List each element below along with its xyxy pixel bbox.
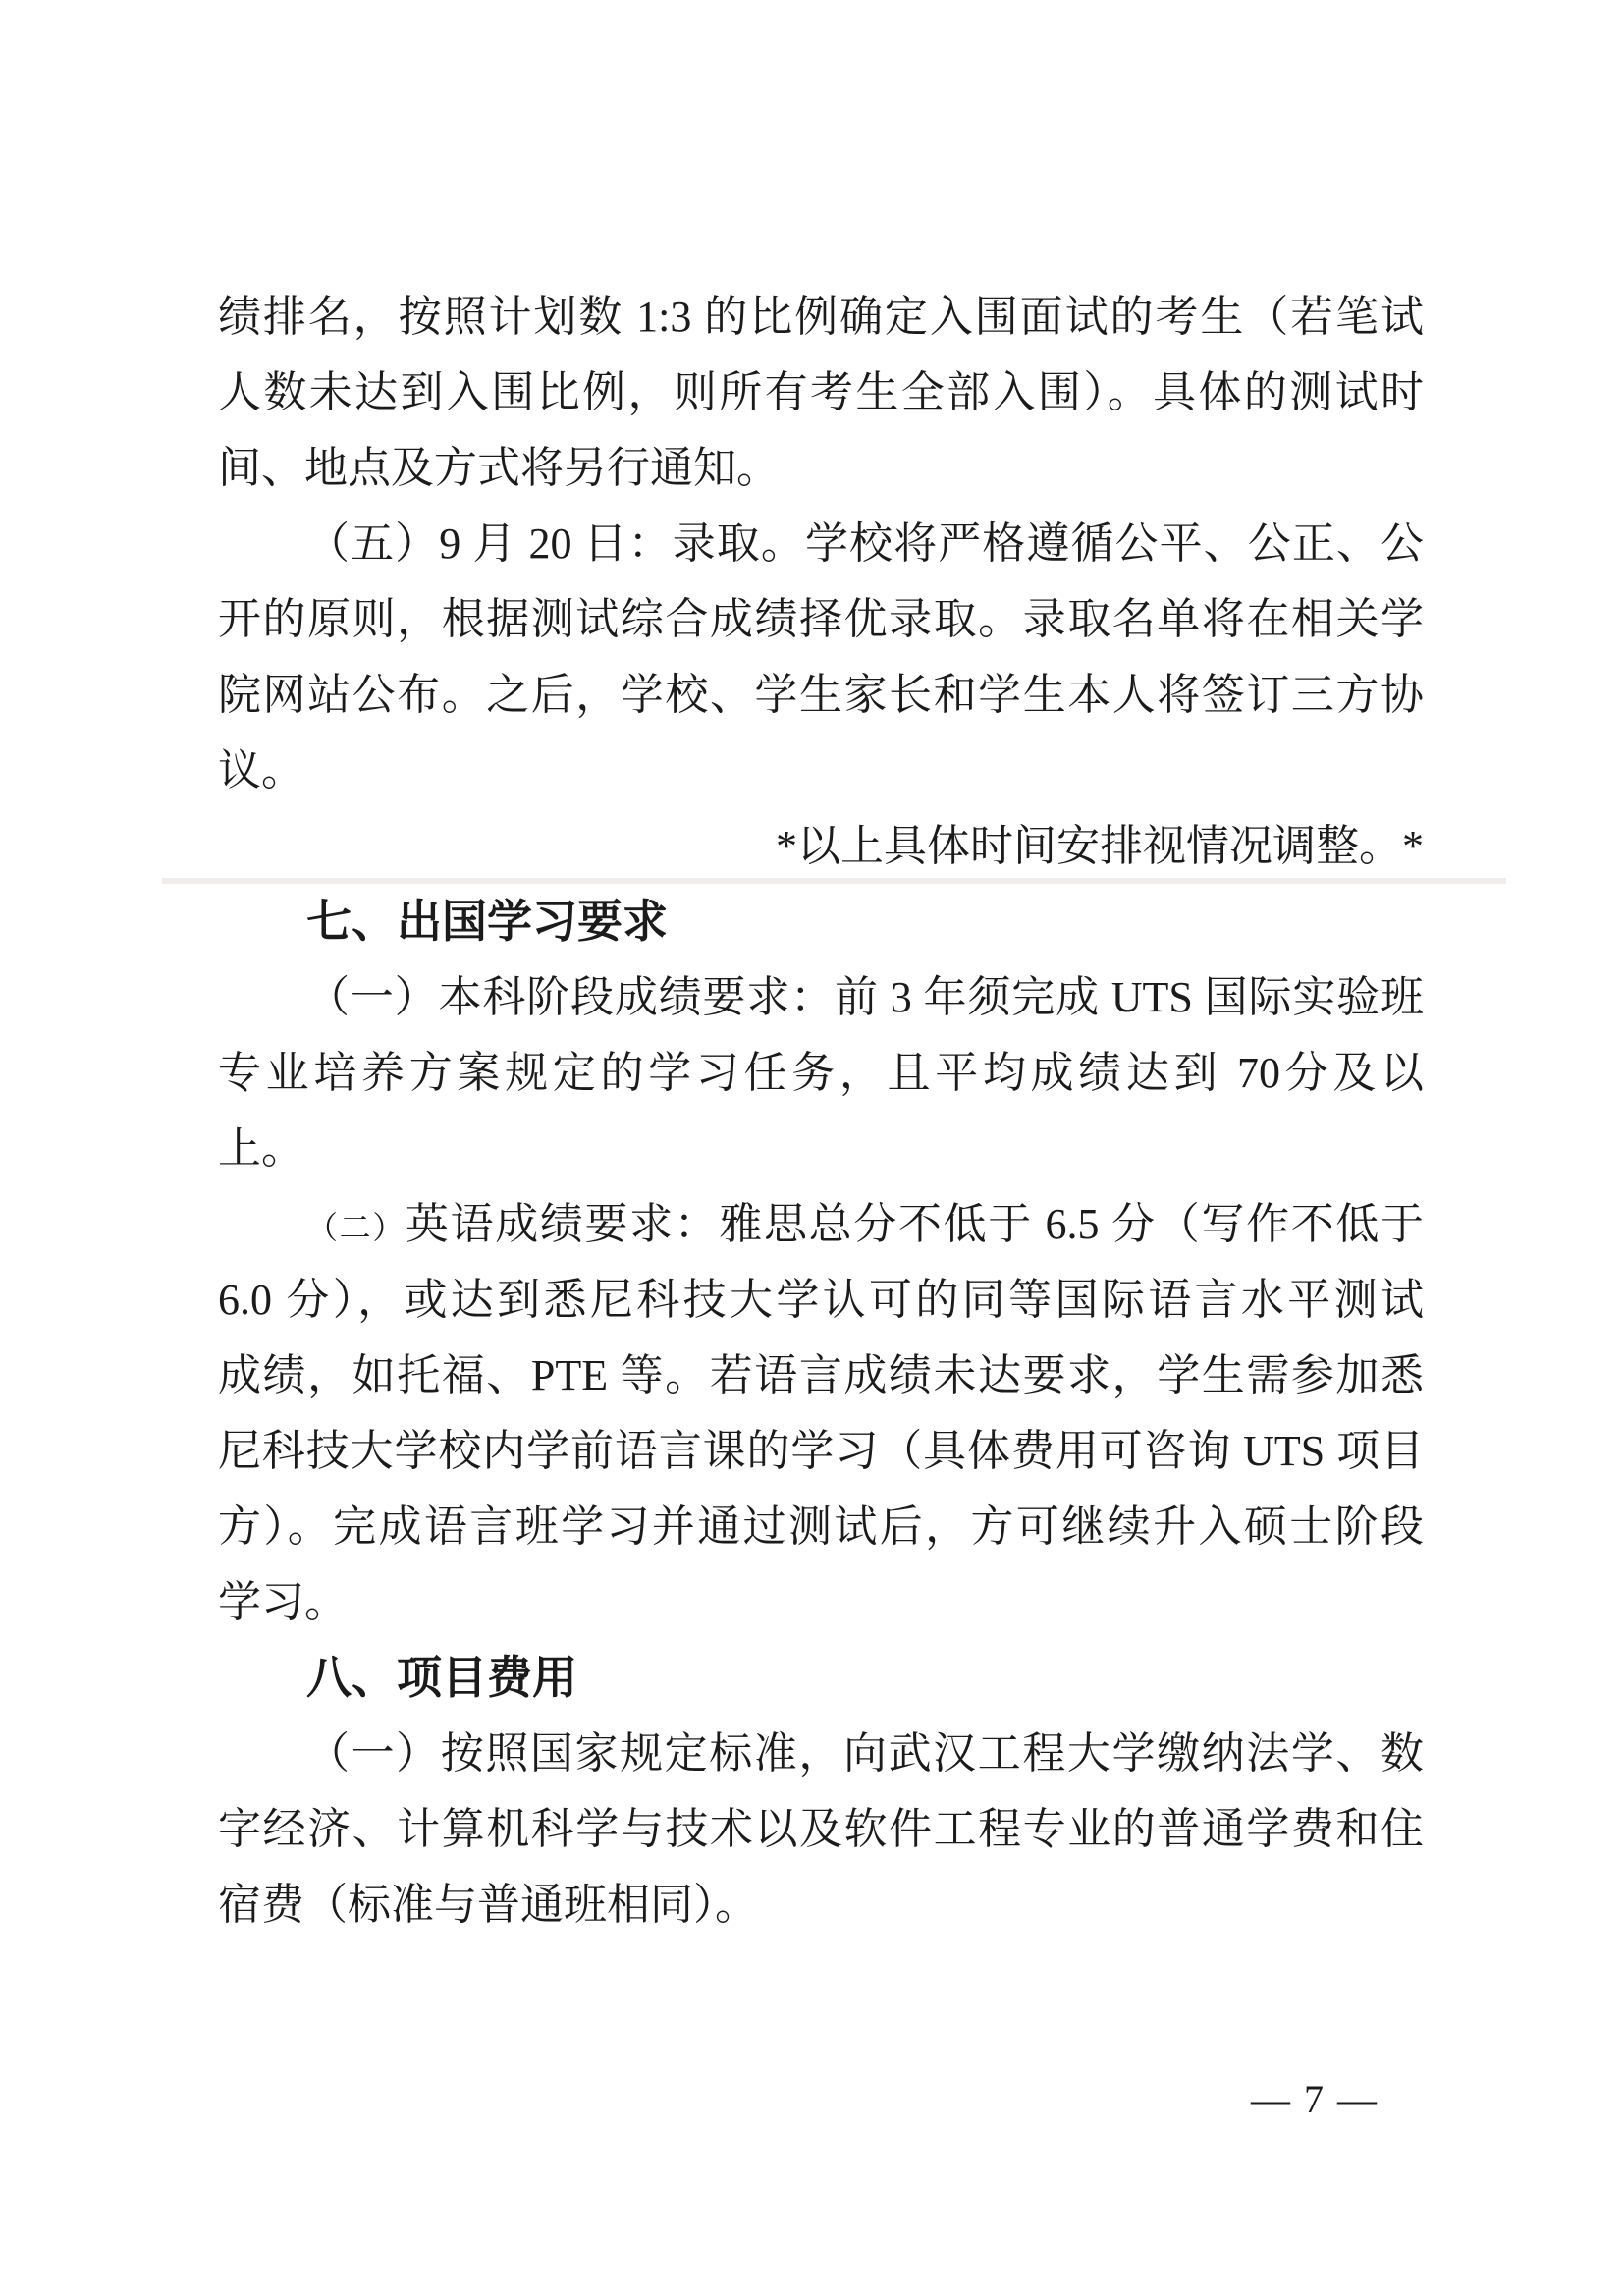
- page-number: — 7 —: [1251, 2077, 1379, 2121]
- text-line: 尼科技大学校内学前语言课的学习（具体费用可咨询 UTS 项目: [218, 1427, 1424, 1475]
- text-line: 专业培养方案规定的学习任务，且平均成绩达到 70分及以: [218, 1049, 1424, 1097]
- section-heading: 八、项目费用: [306, 1652, 577, 1703]
- text-line: （一）按照国家规定标准，向武汉工程大学缴纳法学、数: [306, 1729, 1424, 1777]
- text-line: 方）。完成语言班学习并通过测试后，方可继续升入硕士阶段: [218, 1503, 1424, 1551]
- text-line: 宿费（标准与普通班相同）。: [218, 1881, 758, 1929]
- text-line: 上。: [218, 1124, 304, 1173]
- document-body: [218, 279, 1424, 1942]
- item-label-small: （二）: [306, 1210, 406, 1245]
- schedule-note: *以上具体时间安排视情况调整。*: [776, 822, 1424, 870]
- section-heading: 七、出国学习要求: [306, 896, 668, 947]
- text-line: 6.0 分），或达到悉尼科技大学认可的同等国际语言水平测试: [218, 1276, 1424, 1324]
- text-line: 字经济、计算机科学与技术以及软件工程专业的普通学费和住: [218, 1805, 1424, 1853]
- text-line: 院网站公布。之后，学校、学生家长和学生本人将签订三方协: [218, 671, 1424, 719]
- text-line: 成绩，如托福、PTE 等。若语言成绩未达要求，学生需参加悉: [218, 1351, 1424, 1399]
- text-line: [218, 1186, 1424, 1262]
- text-line: （五）9 月 20 日：录取。学校将严格遵循公平、公正、公: [306, 519, 1424, 568]
- text-line: 间、地点及方式将另行通知。: [218, 444, 780, 492]
- text-line: 开的原则，根据测试综合成绩择优录取。录取名单将在相关学: [218, 595, 1424, 643]
- text-line: 人数未达到入围比例，则所有考生全部入围）。具体的测试时: [218, 368, 1424, 416]
- text-line: 学习。: [218, 1578, 348, 1626]
- text-line: 绩排名，按照计划数 1:3 的比例确定入围面试的考生（若笔试: [218, 293, 1424, 341]
- text-line: 议。: [218, 746, 304, 794]
- section-divider: [162, 878, 1506, 884]
- text-line: （一）本科阶段成绩要求：前 3 年须完成 UTS 国际实验班: [306, 973, 1424, 1021]
- text-line-rest: 英语成绩要求：雅思总分不低于 6.5 分（写作不低于: [405, 1200, 1424, 1248]
